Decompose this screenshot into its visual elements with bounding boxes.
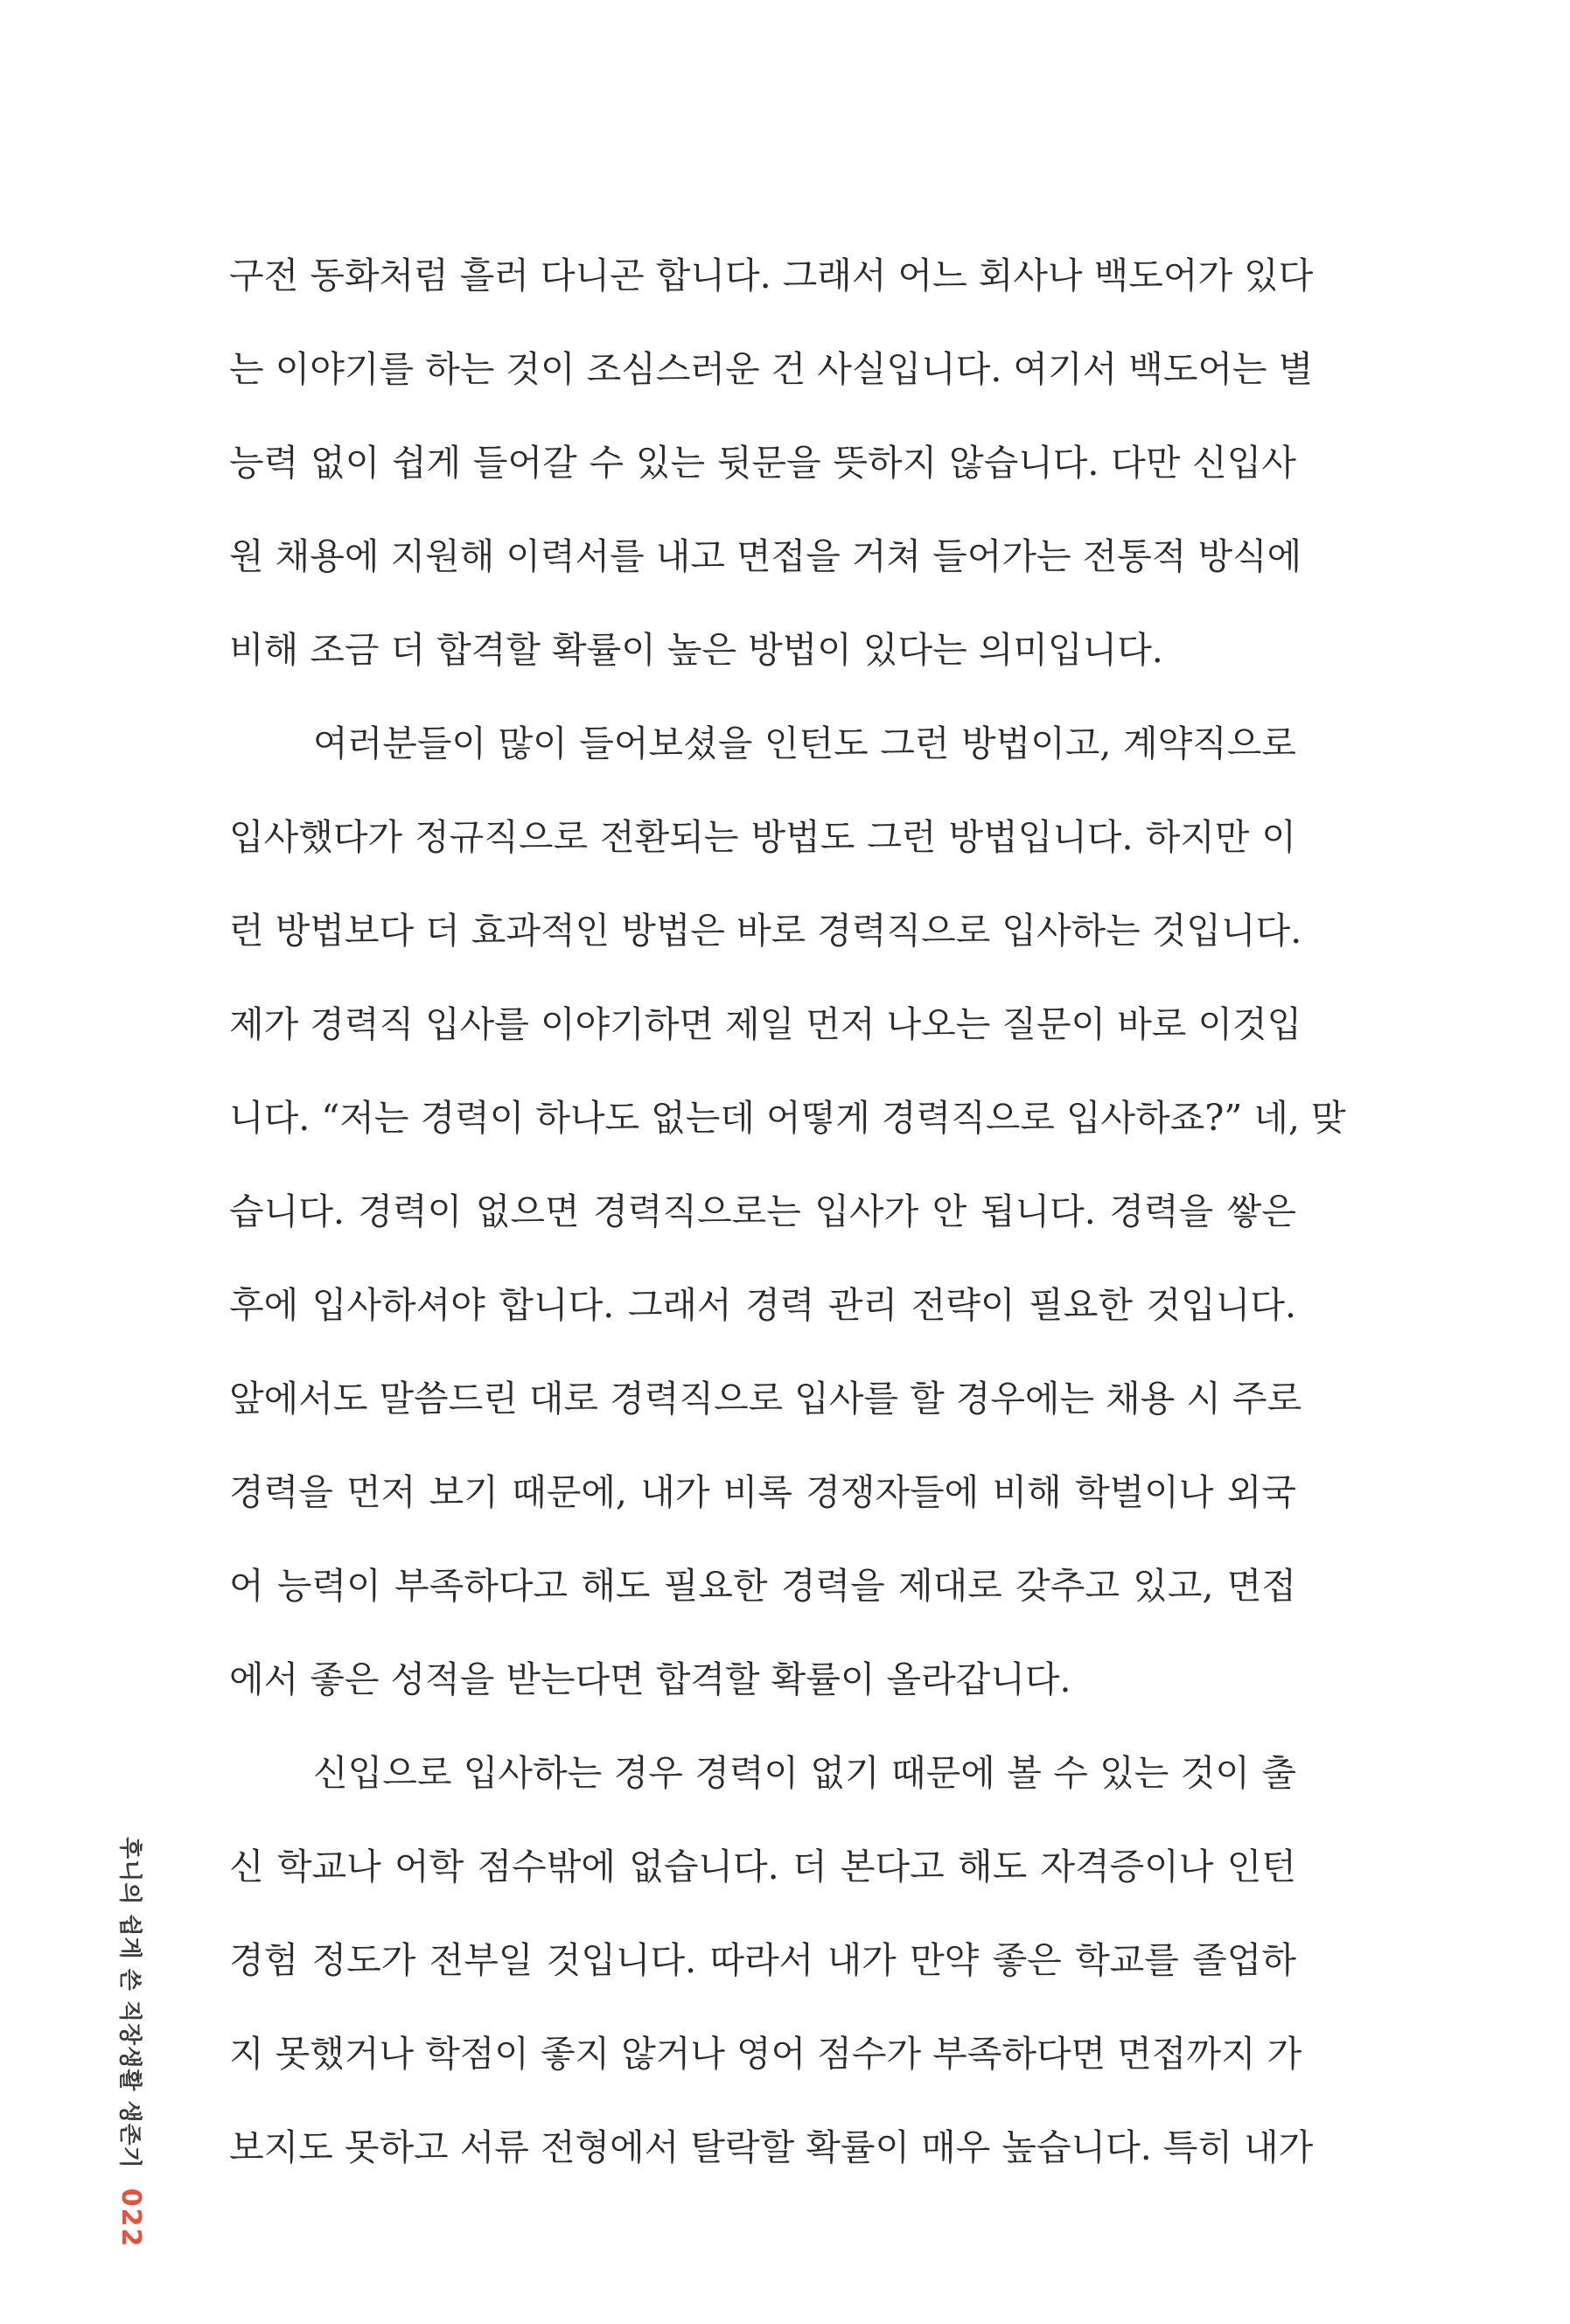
text-line: 원 채용에 지원해 이력서를 내고 면접을 거쳐 들어가는 전통적 방식에	[229, 535, 1302, 577]
text-line: 습니다. 경력이 없으면 경력직으로는 입사가 안 됩니다. 경력을 쌓은	[229, 1190, 1296, 1232]
text-line: 에서 좋은 성적을 받는다면 합격할 확률이 올라갑니다.	[229, 1658, 1071, 1700]
text-line: 신입으로 입사하는 경우 경력이 없기 때문에 볼 수 있는 것이 출	[313, 1752, 1296, 1794]
paragraph	[229, 229, 1314, 697]
page-number: 022	[115, 2188, 146, 2249]
text-line: 보지도 못하고 서류 전형에서 탈락할 확률이 매우 높습니다. 특히 내가	[229, 2126, 1314, 2168]
running-footer	[111, 1837, 164, 2249]
paragraph	[229, 1727, 1314, 2195]
text-line: 후에 입사하셔야 합니다. 그래서 경력 관리 전략이 필요한 것입니다.	[229, 1284, 1296, 1326]
text-line: 비해 조금 더 합격할 확률이 높은 방법이 있다는 의미입니다.	[229, 629, 1163, 671]
text-line: 경력을 먼저 보기 때문에, 내가 비록 경쟁자들에 비해 학벌이나 외국	[229, 1471, 1296, 1513]
text-line: 능력 없이 쉽게 들어갈 수 있는 뒷문을 뜻하지 않습니다. 다만 신입사	[229, 442, 1296, 484]
text-line: 어 능력이 부족하다고 해도 필요한 경력을 제대로 갖추고 있고, 면접	[229, 1565, 1296, 1607]
text-line: 앞에서도 말씀드린 대로 경력직으로 입사를 할 경우에는 채용 시 주로	[229, 1378, 1302, 1420]
text-line: 지 못했거나 학점이 좋지 않거나 영어 점수가 부족하다면 면접까지 가	[229, 2033, 1302, 2075]
book-title: 후니의 쉽게 쓴 직장생활 생존기	[116, 1837, 143, 2169]
text-line: 제가 경력직 입사를 이야기하면 제일 먼저 나오는 질문이 바로 이것입	[229, 1003, 1302, 1045]
text-line: 입사했다가 정규직으로 전환되는 방법도 그런 방법입니다. 하지만 이	[229, 816, 1296, 858]
text-line: 구전 동화처럼 흘러 다니곤 합니다. 그래서 어느 회사나 백도어가 있다	[229, 255, 1314, 297]
text-line: 는 이야기를 하는 것이 조심스러운 건 사실입니다. 여기서 백도어는 별	[229, 348, 1314, 390]
body-text	[229, 229, 1346, 2195]
text-line: 여러분들이 많이 들어보셨을 인턴도 그런 방법이고, 계약직으로	[313, 722, 1296, 764]
text-line: 니다. “저는 경력이 하나도 없는데 어떻게 경력직으로 입사하죠?” 네, 맞	[229, 1097, 1346, 1139]
text-line: 신 학교나 어학 점수밖에 없습니다. 더 본다고 해도 자격증이나 인턴	[229, 1846, 1296, 1888]
text-line: 경험 정도가 전부일 것입니다. 따라서 내가 만약 좋은 학교를 졸업하	[229, 1939, 1296, 1981]
text-line: 런 방법보다 더 효과적인 방법은 바로 경력직으로 입사하는 것입니다.	[229, 910, 1302, 952]
paragraph	[229, 697, 1346, 1727]
